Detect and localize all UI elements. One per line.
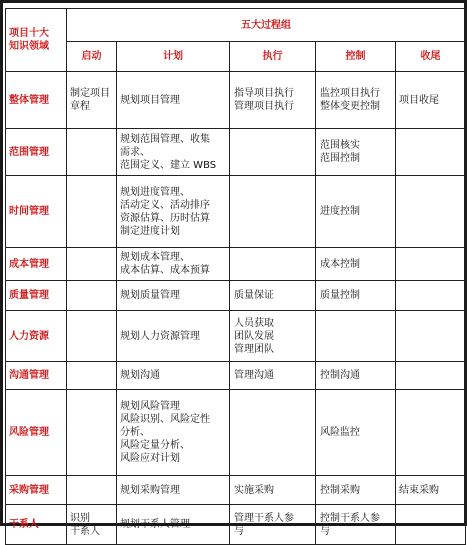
process-cell (396, 176, 466, 248)
knowledge-area-cell (6, 390, 67, 476)
process-line: 规划进度管理、 (120, 186, 190, 198)
process-line: 管理团队 (234, 343, 274, 355)
process-cell (117, 311, 230, 362)
process-line: 规划采购管理 (120, 484, 180, 496)
process-cell (67, 176, 117, 248)
process-line: 干系人 (70, 525, 100, 537)
process-cell (230, 390, 316, 476)
knowledge-area-label: 采购管理 (9, 484, 49, 496)
group-title: 五大过程组 (241, 19, 292, 31)
process-line: 规划项目管理 (120, 94, 180, 106)
process-cell (117, 476, 230, 505)
process-line: 实施采购 (234, 484, 274, 496)
phase-header-closing (396, 42, 466, 72)
process-cell (230, 362, 316, 390)
phase-header-initiating (67, 42, 117, 72)
process-line: 规划风险管理 (120, 401, 180, 412)
knowledge-area-label: 沟通管理 (9, 370, 49, 381)
table-row (6, 390, 466, 476)
process-cell (117, 72, 230, 129)
process-cell (230, 311, 316, 362)
process-cell (396, 248, 466, 281)
process-line: 监控项目执行 (320, 88, 380, 99)
process-line: 识别 (70, 512, 90, 524)
knowledge-area-cell (6, 311, 67, 362)
process-line: 指导项目执行 (234, 88, 294, 99)
table-row (6, 311, 466, 362)
process-line: 风险识别、风险定性 (120, 414, 210, 425)
header-row-phases (6, 42, 466, 72)
process-cell (316, 72, 396, 129)
process-cell (230, 476, 316, 505)
process-line: 规划质量管理 (120, 290, 180, 301)
knowledge-area-cell (6, 505, 67, 545)
process-line: 规划范围管理、收集 (120, 133, 210, 145)
process-line: 规划人力资源管理 (120, 330, 200, 342)
process-cell (396, 390, 466, 476)
process-cell (230, 176, 316, 248)
corner-label-line: 项目十大 (9, 28, 49, 39)
process-line: 规划成本管理、 (120, 252, 190, 263)
process-line: 与 (320, 525, 330, 537)
process-line: 进度控制 (320, 206, 360, 217)
process-line: 团队发展 (234, 330, 274, 342)
process-cell (396, 129, 466, 176)
process-line: 控制干系人参 (320, 512, 380, 524)
table-row (6, 176, 466, 248)
table-row (6, 505, 466, 545)
table-row (6, 362, 466, 390)
knowledge-area-label: 人力资源 (9, 330, 49, 342)
knowledge-area-cell (6, 362, 67, 390)
process-line: 管理干系人参 (234, 512, 294, 524)
process-line: 分析、 (120, 427, 150, 438)
process-line: 质量控制 (320, 290, 360, 301)
group-title-cell (67, 9, 466, 42)
process-line: 成本控制 (320, 258, 360, 270)
process-cell (316, 129, 396, 176)
process-cell (316, 476, 396, 505)
header-row-groups (6, 9, 466, 42)
process-cell (230, 505, 316, 545)
process-cell (67, 476, 117, 505)
process-line: 与 (234, 525, 244, 537)
phase-label: 控制 (345, 51, 366, 62)
process-cell (316, 281, 396, 311)
process-line: 控制采购 (320, 484, 360, 496)
corner-label-line: 知识领域 (9, 41, 49, 52)
knowledge-area-label: 成本管理 (9, 258, 49, 270)
process-line: 章程 (70, 101, 90, 112)
process-cell (117, 390, 230, 476)
process-cell (117, 248, 230, 281)
process-cell (396, 311, 466, 362)
process-line: 风险监控 (320, 427, 360, 438)
process-cell (67, 362, 117, 390)
process-line: 范围核实 (320, 140, 360, 151)
process-line: 风险定量分析、 (120, 440, 190, 451)
process-line: 范围控制 (320, 153, 360, 164)
knowledge-area-cell (6, 248, 67, 281)
knowledge-area-label: 风险管理 (9, 427, 49, 438)
table-row (6, 248, 466, 281)
process-cell (316, 176, 396, 248)
process-line: 需求、 (120, 146, 150, 158)
process-line: 制定项目 (70, 88, 110, 99)
process-cell (67, 311, 117, 362)
process-cell (230, 281, 316, 311)
process-line: 风险应对计划 (120, 453, 180, 464)
process-line: 质量保证 (234, 290, 274, 301)
knowledge-area-label: 时间管理 (9, 206, 49, 217)
knowledge-area-cell (6, 476, 67, 505)
corner-header-cell (6, 9, 67, 72)
process-cell (396, 72, 466, 129)
process-cell (316, 390, 396, 476)
process-cell (316, 362, 396, 390)
process-cell (316, 505, 396, 545)
process-line: 规划沟通 (120, 370, 160, 381)
phase-header-executing (230, 42, 316, 72)
process-line: 资源估算、历时估算 (120, 212, 210, 224)
knowledge-area-cell (6, 72, 67, 129)
process-line: 人员获取 (234, 317, 274, 329)
process-line: 成本估算、成本预算 (120, 265, 210, 276)
process-line: 范围定义、建立 WBS (120, 159, 217, 171)
process-cell (230, 72, 316, 129)
process-cell (67, 72, 117, 129)
process-cell (316, 311, 396, 362)
phase-label: 执行 (262, 51, 283, 62)
table-row (6, 72, 466, 129)
phase-header-planning (117, 42, 230, 72)
process-cell (396, 505, 466, 545)
process-line: 结束采购 (399, 484, 439, 496)
knowledge-area-label: 质量管理 (9, 290, 49, 301)
table-row (6, 281, 466, 311)
process-cell (316, 248, 396, 281)
process-cell (117, 281, 230, 311)
process-cell (117, 129, 230, 176)
process-cell (230, 129, 316, 176)
process-line: 项目收尾 (399, 94, 439, 106)
process-cell (67, 129, 117, 176)
phase-label: 收尾 (420, 51, 441, 62)
process-line: 活动定义、活动排序 (120, 199, 210, 211)
knowledge-area-cell (6, 281, 67, 311)
knowledge-area-label: 干系人 (9, 519, 39, 530)
process-cell (230, 248, 316, 281)
process-groups-table (5, 8, 466, 545)
process-line: 管理沟通 (234, 370, 274, 381)
process-cell (117, 505, 230, 545)
process-line: 整体变更控制 (320, 101, 380, 112)
process-cell (396, 476, 466, 505)
phase-label: 计划 (163, 51, 183, 62)
knowledge-area-cell (6, 129, 67, 176)
knowledge-area-label: 范围管理 (9, 146, 49, 158)
knowledge-area-label: 整体管理 (9, 94, 49, 106)
process-line: 规划干系人管理 (120, 519, 190, 530)
process-cell (67, 505, 117, 545)
process-line: 管理项目执行 (234, 101, 294, 112)
process-line: 制定进度计划 (120, 225, 180, 237)
process-cell (396, 362, 466, 390)
phase-header-controlling (316, 42, 396, 72)
process-cell (67, 248, 117, 281)
table-row (6, 476, 466, 505)
table-row (6, 129, 466, 176)
process-cell (117, 362, 230, 390)
process-cell (67, 390, 117, 476)
process-line: 控制沟通 (320, 370, 360, 381)
process-cell (117, 176, 230, 248)
process-cell (396, 281, 466, 311)
process-cell (67, 281, 117, 311)
knowledge-area-cell (6, 176, 67, 248)
phase-label: 启动 (81, 51, 102, 62)
